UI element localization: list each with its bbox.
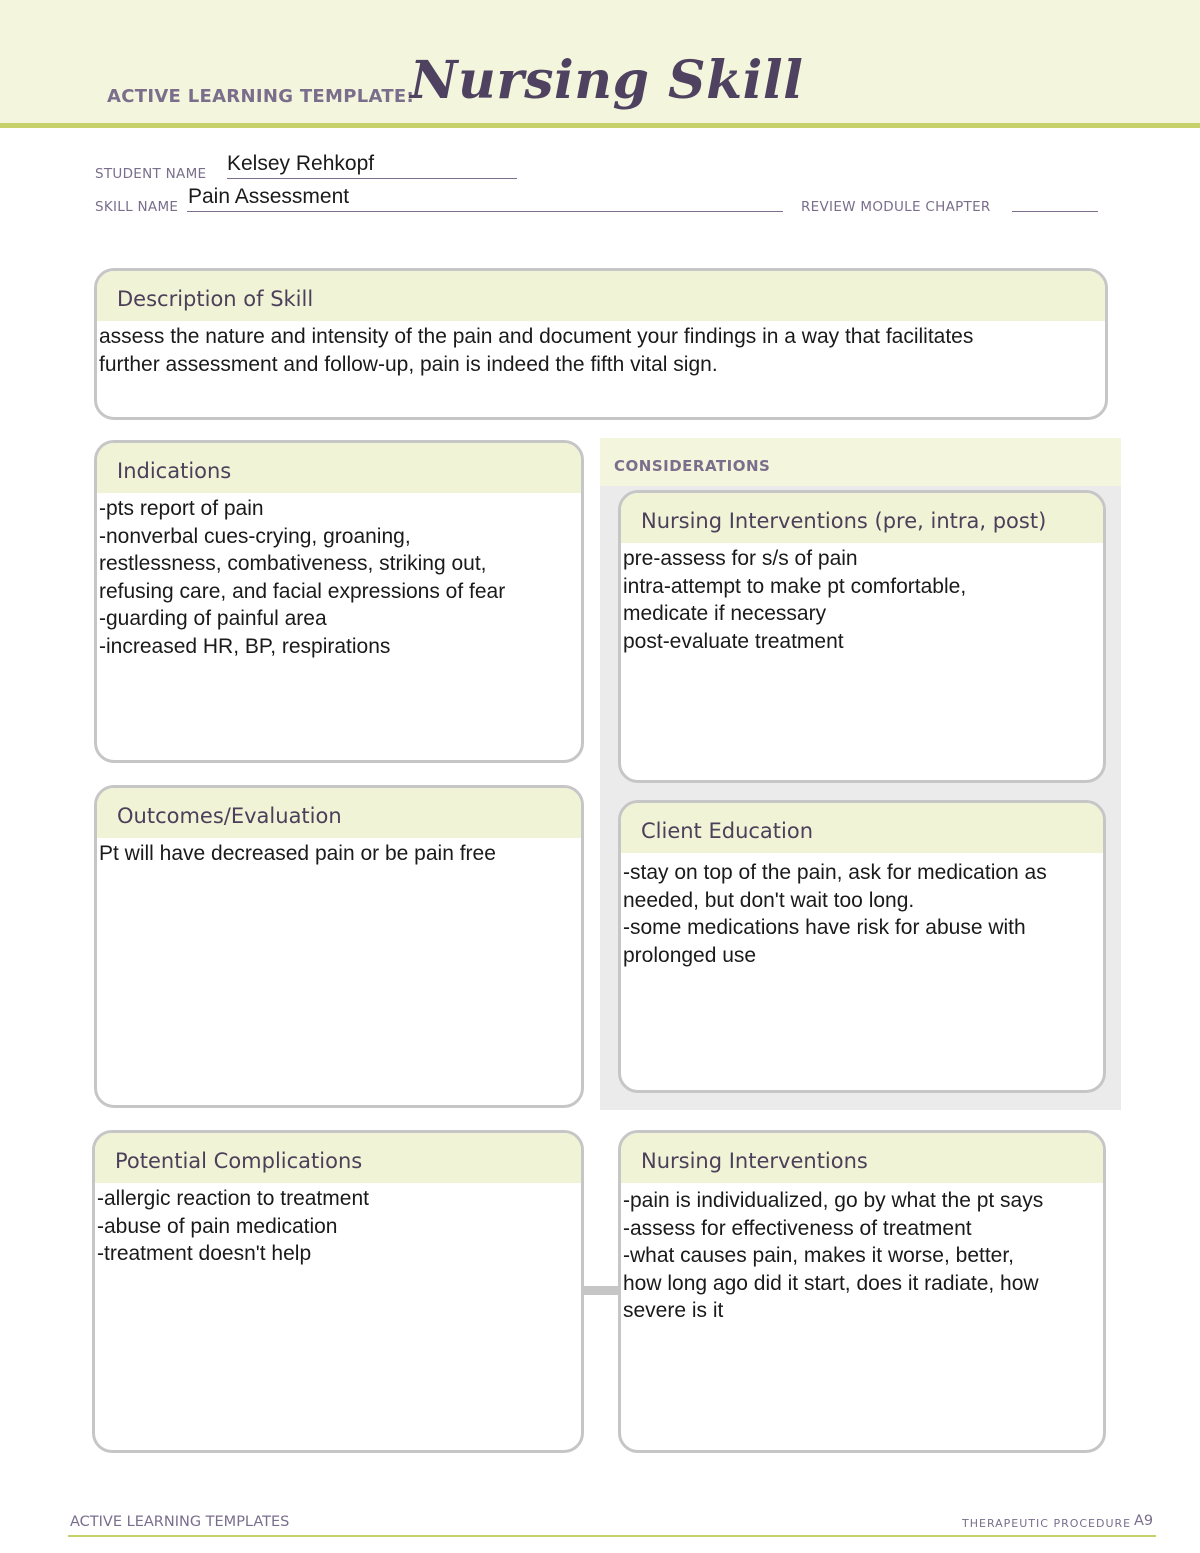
nursing-interventions-box[interactable] — [618, 1130, 1106, 1453]
outcomes-title: Outcomes/Evaluation — [97, 788, 581, 838]
text-line: needed, but don't wait too long. — [623, 888, 915, 912]
text-line: how long ago did it start, does it radiate, how — [623, 1271, 1039, 1295]
description-text — [97, 321, 1105, 378]
review-module-label: REVIEW MODULE CHAPTER — [801, 199, 991, 215]
text-line: -nonverbal cues-crying, groaning, — [99, 524, 411, 548]
student-name-label: STUDENT NAME — [95, 166, 207, 182]
description-title: Description of Skill — [97, 271, 1105, 321]
text-line: severe is it — [623, 1299, 724, 1322]
text-line: -stay on top of the pain, ask for medication as — [623, 861, 1047, 884]
text-line: restlessness, combativeness, striking out, — [99, 552, 487, 575]
text-line: -treatment doesn't help — [97, 1242, 312, 1265]
client-education-title: Client Education — [621, 803, 1103, 853]
connector-bar — [583, 1286, 621, 1295]
text-line: pre-assess for s/s of pain — [623, 547, 858, 570]
nursing-interventions-pip-box[interactable] — [618, 490, 1106, 783]
client-education-text — [621, 853, 1103, 969]
text-line: prolonged use — [623, 943, 757, 967]
text-line: -what causes pain, makes it worse, better, — [623, 1244, 1015, 1267]
indications-text — [97, 493, 581, 660]
text-line: refusing care, and facial expressions of fear — [99, 579, 506, 603]
text-line: -pain is individualized, go by what the pt says — [623, 1189, 1044, 1212]
complications-box[interactable] — [92, 1130, 584, 1453]
considerations-label: CONSIDERATIONS — [614, 457, 771, 475]
complications-title: Potential Complications — [95, 1133, 581, 1183]
indications-box[interactable] — [94, 440, 584, 763]
skill-name-line — [187, 211, 783, 212]
outcomes-text — [97, 838, 581, 868]
text-line: -pts report of pain — [99, 497, 264, 520]
page-number: A9 — [1134, 1513, 1154, 1529]
text-line: -guarding of painful area — [99, 607, 327, 630]
footer-right: THERAPEUTIC PROCEDURE — [962, 1517, 1132, 1530]
text-line: -some medications have risk for abuse with — [623, 916, 1026, 939]
student-name-line — [227, 178, 517, 179]
text-line: further assessment and follow-up, pain is indeed the fifth vital sign. — [99, 352, 718, 376]
text-line: assess the nature and intensity of the pain and document your findings in a way that facilitates — [99, 325, 974, 348]
nursing-interventions-pip-text — [621, 543, 1103, 655]
text-line: -increased HR, BP, respirations — [99, 634, 391, 658]
indications-title: Indications — [97, 443, 581, 493]
template-label: ACTIVE LEARNING TEMPLATE: — [107, 86, 414, 107]
footer-rule — [68, 1535, 1156, 1537]
text-line: -allergic reaction to treatment — [97, 1187, 369, 1210]
skill-name-field[interactable]: Pain Assessment — [188, 185, 350, 208]
nursing-interventions-text — [621, 1183, 1103, 1325]
nursing-interventions-title: Nursing Interventions — [621, 1133, 1103, 1183]
text-line: medicate if necessary — [623, 602, 827, 625]
outcomes-box[interactable] — [94, 785, 584, 1108]
skill-name-label: SKILL NAME — [95, 199, 179, 215]
text-line: post-evaluate treatment — [623, 629, 844, 653]
student-name-field[interactable]: Kelsey Rehkopf — [227, 152, 375, 175]
client-education-box[interactable] — [618, 800, 1106, 1093]
text-line: Pt will have decreased pain or be pain free — [99, 842, 496, 865]
text-line: -assess for effectiveness of treatment — [623, 1216, 972, 1240]
nursing-interventions-pip-title: Nursing Interventions (pre, intra, post) — [621, 493, 1103, 543]
footer-left: ACTIVE LEARNING TEMPLATES — [70, 1514, 290, 1530]
text-line: intra-attempt to make pt comfortable, — [623, 574, 967, 598]
page-title: Nursing Skill — [410, 50, 804, 111]
review-module-line — [1012, 211, 1098, 212]
description-box[interactable] — [94, 268, 1108, 420]
complications-text — [95, 1183, 581, 1268]
text-line: -abuse of pain medication — [97, 1214, 338, 1238]
